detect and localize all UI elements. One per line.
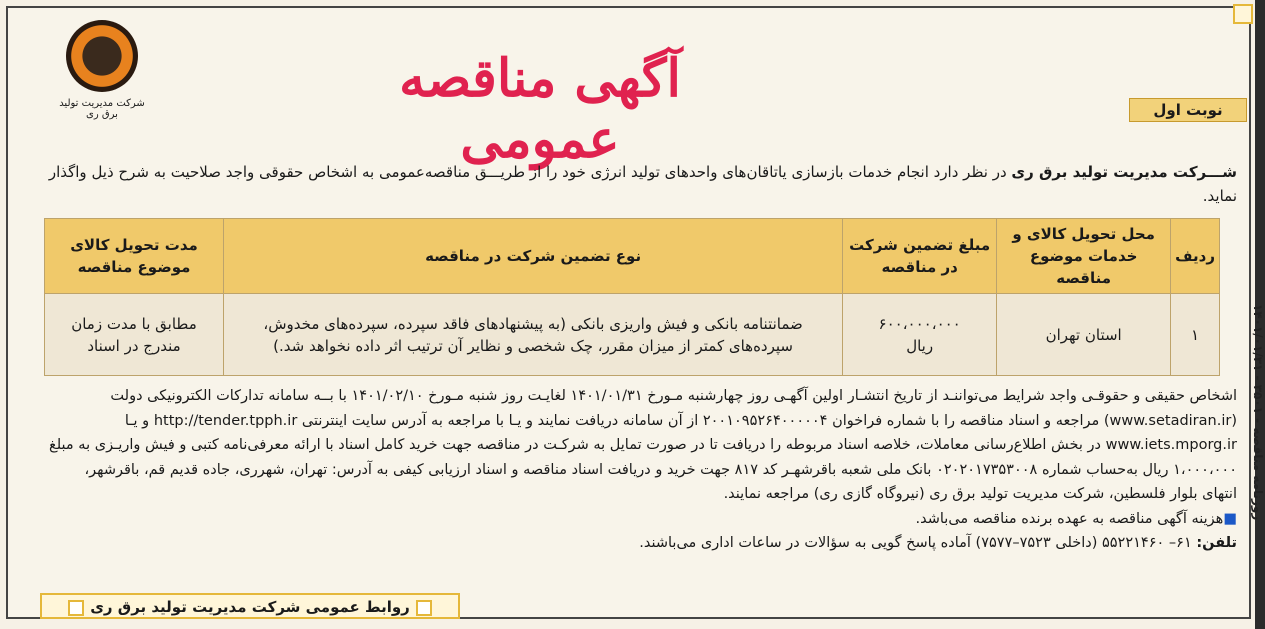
th-location: محل تحویل کالای و خدمات موضوع مناقصه xyxy=(997,219,1171,294)
intro-text: در نظر دارد انجام خدمات بازسازی یاتاقان‌های واحدهای تولید انرژی خود را از طریـــق مناقصه‌عمومی به اشخاص حقوقی واجد صلاحیت به شرح ذیل واگذار نماید. xyxy=(48,163,1237,205)
company-logo xyxy=(52,20,152,120)
th-row: ردیف xyxy=(1171,219,1220,294)
note-text: هزینه آگهی مناقصه به عهده برنده مناقصه می‌باشد. xyxy=(915,510,1224,527)
round-label: نوبت اول xyxy=(1129,98,1247,122)
body-paragraph: اشخاص حقیقی و حقوقـی واجد شرایط می‌تواننـد از تاریخ انتشـار اولین آگهـی روز چهارشنبه مـورخ ۱۴۰۱/۰۱/۳۱ لغایـت روز شنبه مـورخ ۱۴۰۱/۰۲/۱۰ با بــه سامانه تدارکات الکترونیکی دولت (www.setadiran.ir) مراجعه و اسناد مناقصه را با شماره فراخوان ۲۰۰۱۰۹۵۲۶۴۰۰۰۰۰۴ از آن سامانه دریافت نمایند و یـا با مراجعه به آدرس سایت اینترنتی http://tender.tpph.ir و یـا www.iets.mporg.ir در بخش اطلاع‌رسانی معاملات، خلاصه اسناد مربوطه را دریافت تا در صورت تمایل به شرکـت در مناقصه جهت خرید کامل اسناد با ارائه معرفی‌نامه کتبی و فیش واریـزی به مبلغ ۱،۰۰۰،۰۰۰ ریال به‌حساب شماره ۰۲۰۲۰۱۷۳۵۳۰۰۸ بانک ملی شعبه باقرشهـر کد ۸۱۷ جهت خرید و دریافت اسناد مناقصه و اسناد ارزیابی کیفی به آدرس: تهران، شهرری، جاده قدیم قم، باقرشهر، انتهای بلوار فلسطین، شرکت مدیریت تولید برق ری (نیروگاه گازی ری) مراجعه نمایند. xyxy=(49,388,1237,502)
table-header-row xyxy=(45,219,1220,294)
body-text xyxy=(47,384,1237,556)
intro-paragraph xyxy=(37,160,1237,208)
amount-value: ۶۰۰،۰۰۰،۰۰۰ xyxy=(878,314,961,333)
cell-guarantee: ضمانتنامه بانکی و فیش واریزی بانکی (به پیشنهادهای فاقد سپرده، سپرده‌های مخدوش، سپرده‌های کمتر از میزان مقرر، چک شخصی و نظایر آن ترتیب اثر داده نخواهد شد.) xyxy=(224,294,843,376)
th-guarantee: نوع تضمین شرکت در مناقصه xyxy=(224,219,843,294)
footer-square-icon xyxy=(416,600,432,616)
th-duration: مدت تحویل کالای موضوع مناقصه xyxy=(45,219,224,294)
note-line xyxy=(47,507,1237,532)
th-amount: مبلغ تضمین شرکت در مناقصه xyxy=(843,219,997,294)
phone-label: تلفن: xyxy=(1196,535,1237,551)
logo-line2: برق ری xyxy=(86,109,118,120)
footer-square-icon xyxy=(68,600,84,616)
amount-unit: ریال xyxy=(906,336,934,355)
logo-caption xyxy=(52,98,152,120)
logo-line1: شرکت مدیریت تولید xyxy=(59,98,145,109)
cell-amount xyxy=(843,294,997,376)
phone-text: ۶۱– ۵۵۲۲۱۴۶۰ (داخلی ۷۵۲۳–۷۵۷۷) آماده پاسخ گویی به سؤالات در ساعات اداری می‌باشند. xyxy=(639,535,1197,551)
bullet-icon: ■ xyxy=(1223,510,1237,527)
cell-duration: مطابق با مدت زمان مندرج در اسناد xyxy=(45,294,224,376)
cell-location: استان تهران xyxy=(997,294,1171,376)
intro-company: شـــرکت مدیریت تولید برق ری xyxy=(1011,163,1237,181)
newspaper-side-label: روزنامه مناقصه - ۳۵۰۱ - ۱۴۰۱/۰۱/۳۱ xyxy=(1251,303,1265,521)
table-row xyxy=(45,294,1220,376)
corner-mark xyxy=(1233,4,1253,24)
tender-table xyxy=(44,218,1220,376)
logo-icon xyxy=(66,20,138,92)
footer-banner xyxy=(40,593,460,619)
footer-text: روابط عمومی شرکت مدیریت تولید برق ری xyxy=(90,598,410,616)
cell-row: ۱ xyxy=(1171,294,1220,376)
phone-line xyxy=(47,531,1237,556)
page-title: آگهی مناقصه عمومی xyxy=(399,48,681,170)
